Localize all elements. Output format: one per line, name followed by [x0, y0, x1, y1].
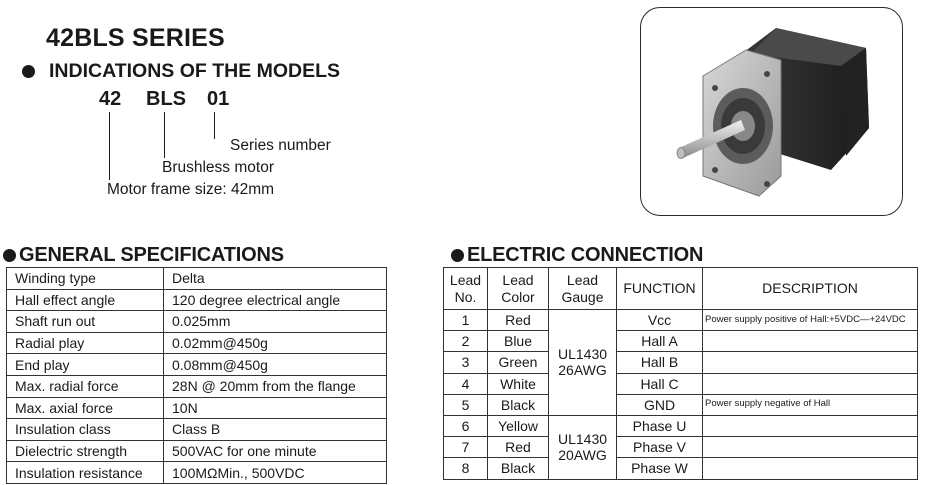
bullet-icon [22, 65, 35, 78]
col-header-lead-no: Lead No. [444, 268, 488, 310]
electric-connection-heading [451, 244, 703, 267]
lead-gauge: UL1430 20AWG [549, 415, 617, 479]
lead-description [703, 458, 918, 479]
table-row [7, 354, 387, 376]
lead-description: Power supply positive of Hall:+5VDC—+24VDC [703, 310, 918, 331]
frame-size-note: Motor frame size: 42mm [107, 181, 275, 198]
table-row [444, 331, 918, 352]
spec-value: 0.08mm@450g [164, 354, 387, 376]
table-row [444, 310, 918, 331]
lead-color: Red [488, 310, 549, 331]
spec-value: Class B [164, 419, 387, 441]
spec-label: Dielectric strength [7, 440, 164, 462]
spec-value: 500VAC for one minute [164, 440, 387, 462]
table-row [7, 375, 387, 397]
lead-color: Red [488, 437, 549, 458]
spec-label: Hall effect angle [7, 289, 164, 311]
table-row [7, 332, 387, 354]
spec-value: 0.025mm [164, 311, 387, 333]
lead-function: Hall A [617, 331, 703, 352]
spec-label: Radial play [7, 332, 164, 354]
model-code-frame: 42 [99, 88, 122, 110]
motor-image [641, 8, 901, 214]
table-header-row [444, 268, 918, 310]
lead-function: Hall C [617, 373, 703, 394]
lead-function: GND [617, 394, 703, 415]
lead-no: 7 [444, 437, 488, 458]
electric-connection-table [443, 267, 918, 480]
table-row [7, 311, 387, 333]
spec-value: 0.02mm@450g [164, 332, 387, 354]
lead-function: Vcc [617, 310, 703, 331]
table-row [444, 458, 918, 479]
col-header-lead-gauge: Lead Gauge [549, 268, 617, 310]
spec-value: 28N @ 20mm from the flange [164, 375, 387, 397]
spec-value: 120 degree electrical angle [164, 289, 387, 311]
lead-color: Green [488, 352, 549, 373]
spec-label: Insulation resistance [7, 462, 164, 484]
lead-function: Phase U [617, 415, 703, 436]
lead-no: 8 [444, 458, 488, 479]
series-title: 42BLS SERIES [46, 24, 225, 52]
model-code-series: 01 [207, 88, 230, 110]
model-code-type: BLS [146, 88, 186, 110]
electric-connection-title: ELECTRIC CONNECTION [467, 244, 704, 266]
table-row [7, 289, 387, 311]
general-specs-table [6, 267, 387, 484]
lead-color: Yellow [488, 415, 549, 436]
spec-label: Winding type [7, 268, 164, 290]
lead-no: 2 [444, 331, 488, 352]
table-row [444, 437, 918, 458]
lead-description [703, 352, 918, 373]
lead-no: 3 [444, 352, 488, 373]
col-header-lead-color: Lead Color [488, 268, 549, 310]
table-row [7, 440, 387, 462]
lead-function: Phase V [617, 437, 703, 458]
lead-color: Black [488, 394, 549, 415]
spec-label: Insulation class [7, 419, 164, 441]
lead-no: 5 [444, 394, 488, 415]
col-header-description: DESCRIPTION [703, 268, 918, 310]
table-row [7, 397, 387, 419]
spec-value: 10N [164, 397, 387, 419]
lead-no: 6 [444, 415, 488, 436]
general-specs-title: GENERAL SPECIFICATIONS [19, 244, 284, 266]
lead-description [703, 415, 918, 436]
lead-color: Black [488, 458, 549, 479]
bullet-icon [451, 249, 464, 262]
lead-description [703, 331, 918, 352]
lead-description: Power supply negative of Hall [703, 394, 918, 415]
lead-color: Blue [488, 331, 549, 352]
motor-photo-frame [640, 7, 903, 216]
table-row [7, 268, 387, 290]
lead-description [703, 373, 918, 394]
lead-no: 1 [444, 310, 488, 331]
lead-gauge: UL1430 26AWG [549, 310, 617, 416]
code-leader-line [109, 112, 110, 180]
lead-description [703, 437, 918, 458]
indications-heading [22, 60, 340, 83]
table-row [444, 352, 918, 373]
spec-label: Max. radial force [7, 375, 164, 397]
spec-label: Shaft run out [7, 311, 164, 333]
table-row [7, 462, 387, 484]
series-number-note: Series number [230, 137, 331, 154]
spec-value: 100MΩMin., 500VDC [164, 462, 387, 484]
spec-value: Delta [164, 268, 387, 290]
brushless-motor-note: Brushless motor [162, 159, 274, 176]
lead-color: White [488, 373, 549, 394]
bullet-icon [3, 249, 16, 262]
col-header-function: FUNCTION [617, 268, 703, 310]
table-row [444, 394, 918, 415]
spec-label: End play [7, 354, 164, 376]
table-row [444, 415, 918, 436]
lead-no: 4 [444, 373, 488, 394]
table-row [7, 419, 387, 441]
lead-function: Hall B [617, 352, 703, 373]
lead-function: Phase W [617, 458, 703, 479]
table-row [444, 373, 918, 394]
spec-label: Max. axial force [7, 397, 164, 419]
general-specs-heading [3, 244, 284, 267]
code-leader-line [164, 112, 165, 158]
indications-title: INDICATIONS OF THE MODELS [49, 60, 341, 82]
code-leader-line [214, 112, 215, 139]
